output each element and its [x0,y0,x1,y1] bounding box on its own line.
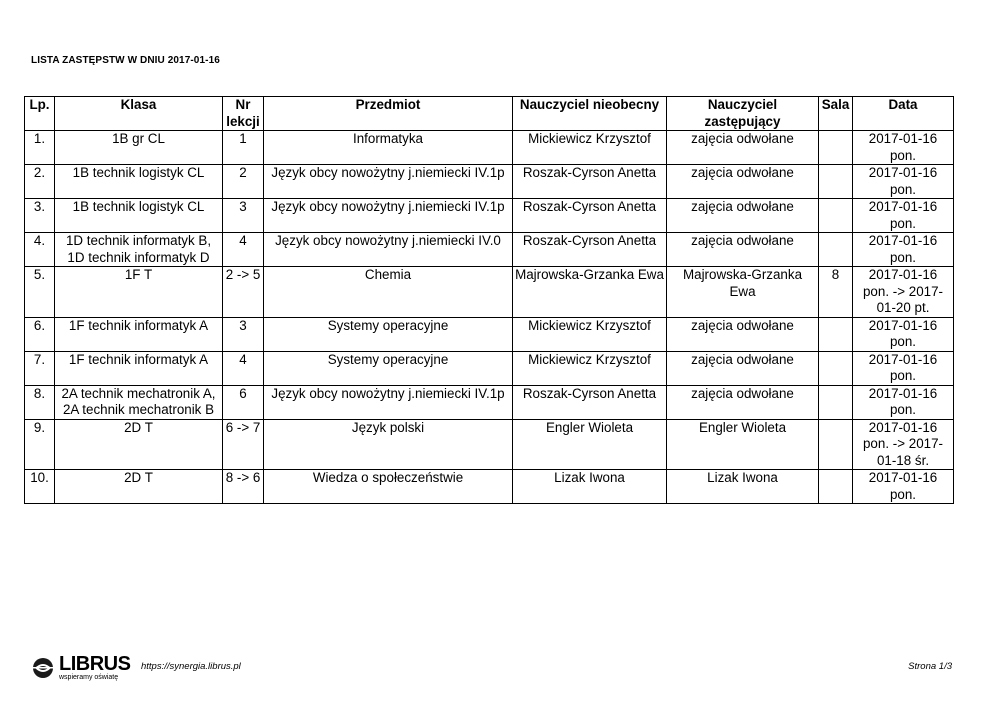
cell-klasa: 2A technik mechatronik A, 2A technik mechatronik B [55,385,223,419]
table-row [25,317,954,351]
cell-nauczyciel-nieobecny: Roszak-Cyrson Anetta [513,385,667,419]
cell-nr-lekcji: 4 [223,233,264,267]
cell-sala [819,199,853,233]
cell-nr-lekcji: 3 [223,199,264,233]
librus-logo [32,655,136,681]
cell-lp: 4. [25,233,55,267]
table-row [25,419,954,470]
cell-nr-lekcji: 2 [223,165,264,199]
cell-nauczyciel-zastepujacy: zajęcia odwołane [667,233,819,267]
cell-nauczyciel-zastepujacy: Engler Wioleta [667,419,819,470]
cell-przedmiot: Język obcy nowożytny j.niemiecki IV.1p [264,385,513,419]
cell-data: 2017-01-16 pon. [853,165,954,199]
cell-nr-lekcji: 2 -> 5 [223,267,264,318]
table-row [25,385,954,419]
cell-nauczyciel-nieobecny: Lizak Iwona [513,470,667,504]
table-row [25,470,954,504]
cell-nr-lekcji: 3 [223,317,264,351]
cell-nauczyciel-zastepujacy: zajęcia odwołane [667,131,819,165]
table-row [25,233,954,267]
cell-nauczyciel-zastepujacy: zajęcia odwołane [667,165,819,199]
cell-klasa: 1B gr CL [55,131,223,165]
table-row [25,199,954,233]
page-number: Strona 1/3 [908,661,952,672]
cell-przedmiot: Język polski [264,419,513,470]
cell-przedmiot: Systemy operacyjne [264,317,513,351]
cell-nauczyciel-nieobecny: Majrowska-Grzanka Ewa [513,267,667,318]
cell-sala [819,233,853,267]
cell-nr-lekcji: 1 [223,131,264,165]
table-row [25,131,954,165]
cell-nr-lekcji: 6 [223,385,264,419]
cell-data: 2017-01-16 pon. [853,385,954,419]
header-przedmiot: Przedmiot [264,97,513,131]
cell-data: 2017-01-16 pon. [853,131,954,165]
cell-lp: 2. [25,165,55,199]
table-header-row [25,97,954,131]
cell-klasa: 2D T [55,470,223,504]
cell-lp: 10. [25,470,55,504]
cell-sala [819,385,853,419]
cell-nauczyciel-nieobecny: Mickiewicz Krzysztof [513,131,667,165]
cell-nauczyciel-nieobecny: Mickiewicz Krzysztof [513,351,667,385]
cell-nauczyciel-zastepujacy: Majrowska-Grzanka Ewa [667,267,819,318]
cell-nr-lekcji: 4 [223,351,264,385]
cell-przedmiot: Język obcy nowożytny j.niemiecki IV.0 [264,233,513,267]
cell-sala [819,351,853,385]
cell-nauczyciel-nieobecny: Roszak-Cyrson Anetta [513,165,667,199]
cell-przedmiot: Język obcy nowożytny j.niemiecki IV.1p [264,199,513,233]
cell-nauczyciel-nieobecny: Roszak-Cyrson Anetta [513,233,667,267]
cell-sala: 8 [819,267,853,318]
cell-nauczyciel-zastepujacy: zajęcia odwołane [667,385,819,419]
cell-przedmiot: Język obcy nowożytny j.niemiecki IV.1p [264,165,513,199]
cell-lp: 1. [25,131,55,165]
header-lp: Lp. [25,97,55,131]
header-nr-lekcji: Nr lekcji [223,97,264,131]
cell-przedmiot: Informatyka [264,131,513,165]
cell-nauczyciel-nieobecny: Roszak-Cyrson Anetta [513,199,667,233]
cell-nr-lekcji: 8 -> 6 [223,470,264,504]
cell-przedmiot: Systemy operacyjne [264,351,513,385]
cell-lp: 7. [25,351,55,385]
table-row [25,165,954,199]
cell-lp: 5. [25,267,55,318]
cell-sala [819,317,853,351]
table-row [25,351,954,385]
cell-lp: 8. [25,385,55,419]
cell-sala [819,131,853,165]
cell-nauczyciel-nieobecny: Mickiewicz Krzysztof [513,317,667,351]
header-nauczyciel-zastepujacy: Nauczyciel zastępujący [667,97,819,131]
header-sala: Sala [819,97,853,131]
cell-klasa: 1B technik logistyk CL [55,165,223,199]
cell-klasa: 1B technik logistyk CL [55,199,223,233]
cell-data: 2017-01-16 pon. [853,351,954,385]
cell-data: 2017-01-16 pon. [853,317,954,351]
footer-url[interactable]: https://synergia.librus.pl [141,661,241,672]
substitutions-table [24,96,954,504]
cell-klasa: 2D T [55,419,223,470]
cell-sala [819,165,853,199]
cell-data: 2017-01-16 pon. [853,233,954,267]
page-title: LISTA ZASTĘPSTW W DNIU 2017-01-16 [31,55,220,66]
cell-data: 2017-01-16 pon. [853,470,954,504]
cell-nauczyciel-zastepujacy: zajęcia odwołane [667,351,819,385]
cell-nauczyciel-zastepujacy: zajęcia odwołane [667,199,819,233]
cell-sala [819,470,853,504]
cell-klasa: 1F technik informatyk A [55,317,223,351]
cell-klasa: 1F technik informatyk A [55,351,223,385]
logo-text: LIBRUS [59,653,131,675]
cell-przedmiot: Chemia [264,267,513,318]
cell-nauczyciel-zastepujacy: Lizak Iwona [667,470,819,504]
cell-data: 2017-01-16 pon. -> 2017-01-20 pt. [853,267,954,318]
header-klasa: Klasa [55,97,223,131]
cell-lp: 3. [25,199,55,233]
header-data: Data [853,97,954,131]
cell-przedmiot: Wiedza o społeczeństwie [264,470,513,504]
cell-klasa: 1F T [55,267,223,318]
cell-lp: 6. [25,317,55,351]
table-row [25,267,954,318]
cell-klasa: 1D technik informatyk B, 1D technik informatyk D [55,233,223,267]
cell-nr-lekcji: 6 -> 7 [223,419,264,470]
cell-sala [819,419,853,470]
cell-nauczyciel-zastepujacy: zajęcia odwołane [667,317,819,351]
header-nauczyciel-nieobecny: Nauczyciel nieobecny [513,97,667,131]
cell-nauczyciel-nieobecny: Engler Wioleta [513,419,667,470]
cell-lp: 9. [25,419,55,470]
cell-data: 2017-01-16 pon. -> 2017-01-18 śr. [853,419,954,470]
cell-data: 2017-01-16 pon. [853,199,954,233]
logo-tagline: wspieramy oświatę [59,674,119,681]
librus-logo-icon [32,657,56,679]
